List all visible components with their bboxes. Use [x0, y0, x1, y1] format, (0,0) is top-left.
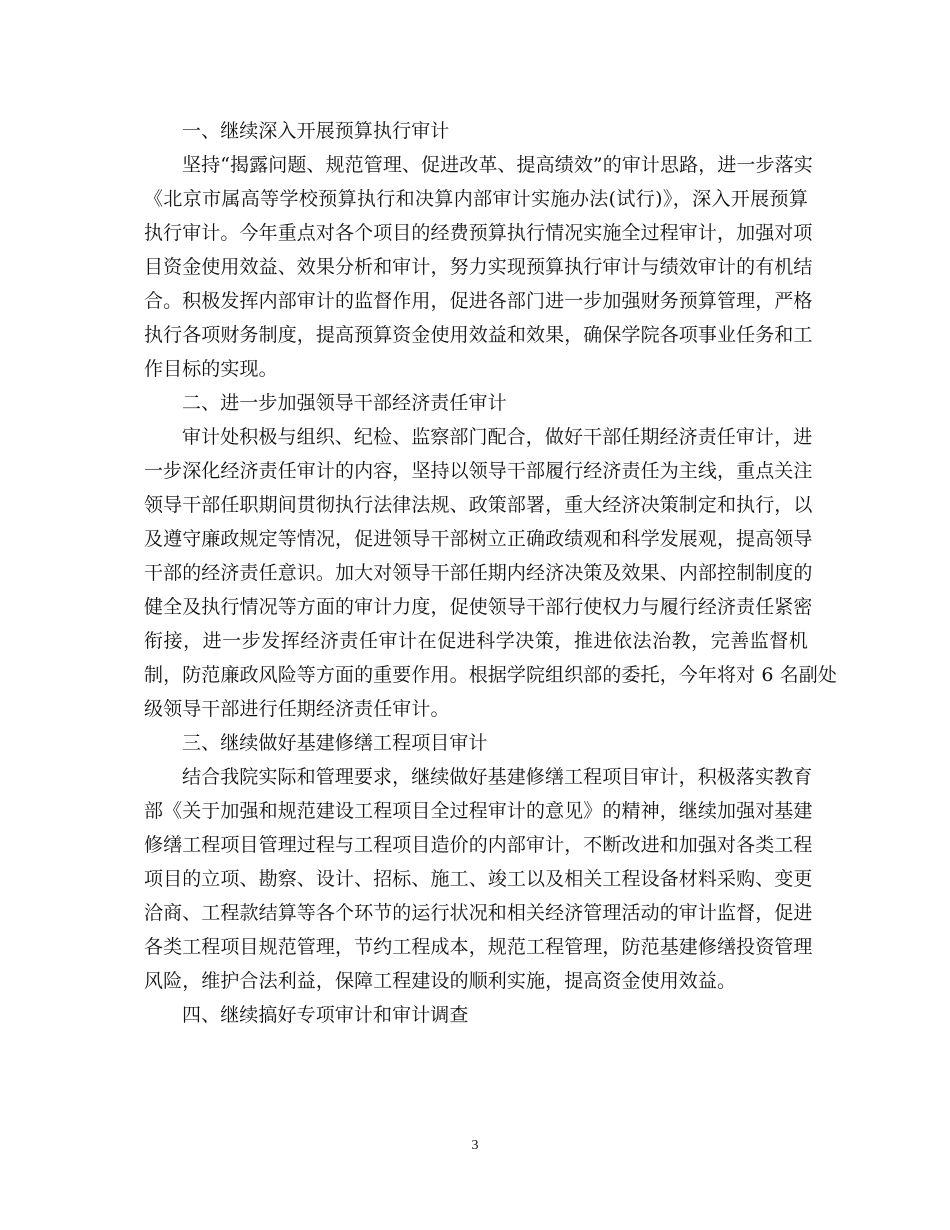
section-heading: 三、继续做好基建修缮工程项目审计: [182, 732, 488, 754]
document-body: [144, 114, 837, 1032]
paragraph-line: 合。积极发挥内部审计的监督作用，促进各部门进一步加强财务预算管理，严格: [144, 290, 813, 312]
paragraph-line: 审计处积极与组织、纪检、监察部门配合，做好干部任期经济责任审计，进: [182, 426, 813, 448]
paragraph-line: 各类工程项目规范管理，节约工程成本，规范工程管理，防范基建修缮投资管理: [144, 936, 813, 958]
section-heading: 一、继续深入开展预算执行审计: [182, 120, 450, 142]
paragraph-line: 衔接，进一步发挥经济责任审计在促进科学决策，推进依法治教，完善监督机: [144, 630, 808, 652]
page-number: 3: [471, 1138, 479, 1153]
paragraph-line: 执行各项财务制度，提高预算资金使用效益和效果，确保学院各项事业任务和工: [144, 324, 813, 346]
paragraph-line: 结合我院实际和管理要求，继续做好基建修缮工程项目审计，积极落实教育: [182, 766, 813, 788]
paragraph-line: 修缮工程项目管理过程与工程项目造价的内部审计，不断改进和加强对各类工程: [144, 834, 813, 856]
paragraph-line: 目资金使用效益、效果分析和审计，努力实现预算执行审计与绩效审计的有机结: [144, 256, 813, 278]
paragraph-line: 部《关于加强和规范建设工程项目全过程审计的意见》的精神，继续加强对基建: [144, 800, 813, 822]
paragraph-line: 制，防范廉政风险等方面的重要作用。根据学院组织部的委托，今年将对 6 名副处: [144, 664, 837, 686]
paragraph-line: 干部的经济责任意识。加大对领导干部任期内经济决策及效果、内部控制制度的: [144, 562, 813, 584]
paragraph-line: 级领导干部进行任期经济责任审计。: [144, 698, 450, 720]
section-heading: 四、继续搞好专项审计和审计调查: [182, 1004, 469, 1026]
paragraph-line: 作目标的实现。: [144, 358, 278, 380]
paragraph-line: 洽商、工程款结算等各个环节的运行状况和相关经济管理活动的审计监督，促进: [144, 902, 813, 924]
paragraph-line: 及遵守廉政规定等情况，促进领导干部树立正确政绩观和科学发展观，提高领导: [144, 528, 813, 550]
paragraph-line: 一步深化经济责任审计的内容，坚持以领导干部履行经济责任为主线，重点关注: [144, 460, 813, 482]
paragraph-line: 坚持“揭露问题、规范管理、促进改革、提高绩效”的审计思路，进一步落实: [182, 154, 813, 176]
section-heading: 二、进一步加强领导干部经济责任审计: [182, 392, 507, 414]
paragraph-line: 领导干部任职期间贯彻执行法律法规、政策部署，重大经济决策制定和执行，以: [144, 494, 813, 516]
paragraph-line: 健全及执行情况等方面的审计力度，促使领导干部行使权力与履行经济责任紧密: [144, 596, 813, 618]
paragraph-line: 风险，维护合法利益，保障工程建设的顺利实施，提高资金使用效益。: [144, 970, 737, 992]
paragraph-line: 项目的立项、勘察、设计、招标、施工、竣工以及相关工程设备材料采购、变更: [144, 868, 813, 890]
paragraph-line: 《北京市属高等学校预算执行和决算内部审计实施办法(试行)》，深入开展预算: [144, 188, 808, 210]
paragraph-line: 执行审计。今年重点对各个项目的经费预算执行情况实施全过程审计，加强对项: [144, 222, 813, 244]
